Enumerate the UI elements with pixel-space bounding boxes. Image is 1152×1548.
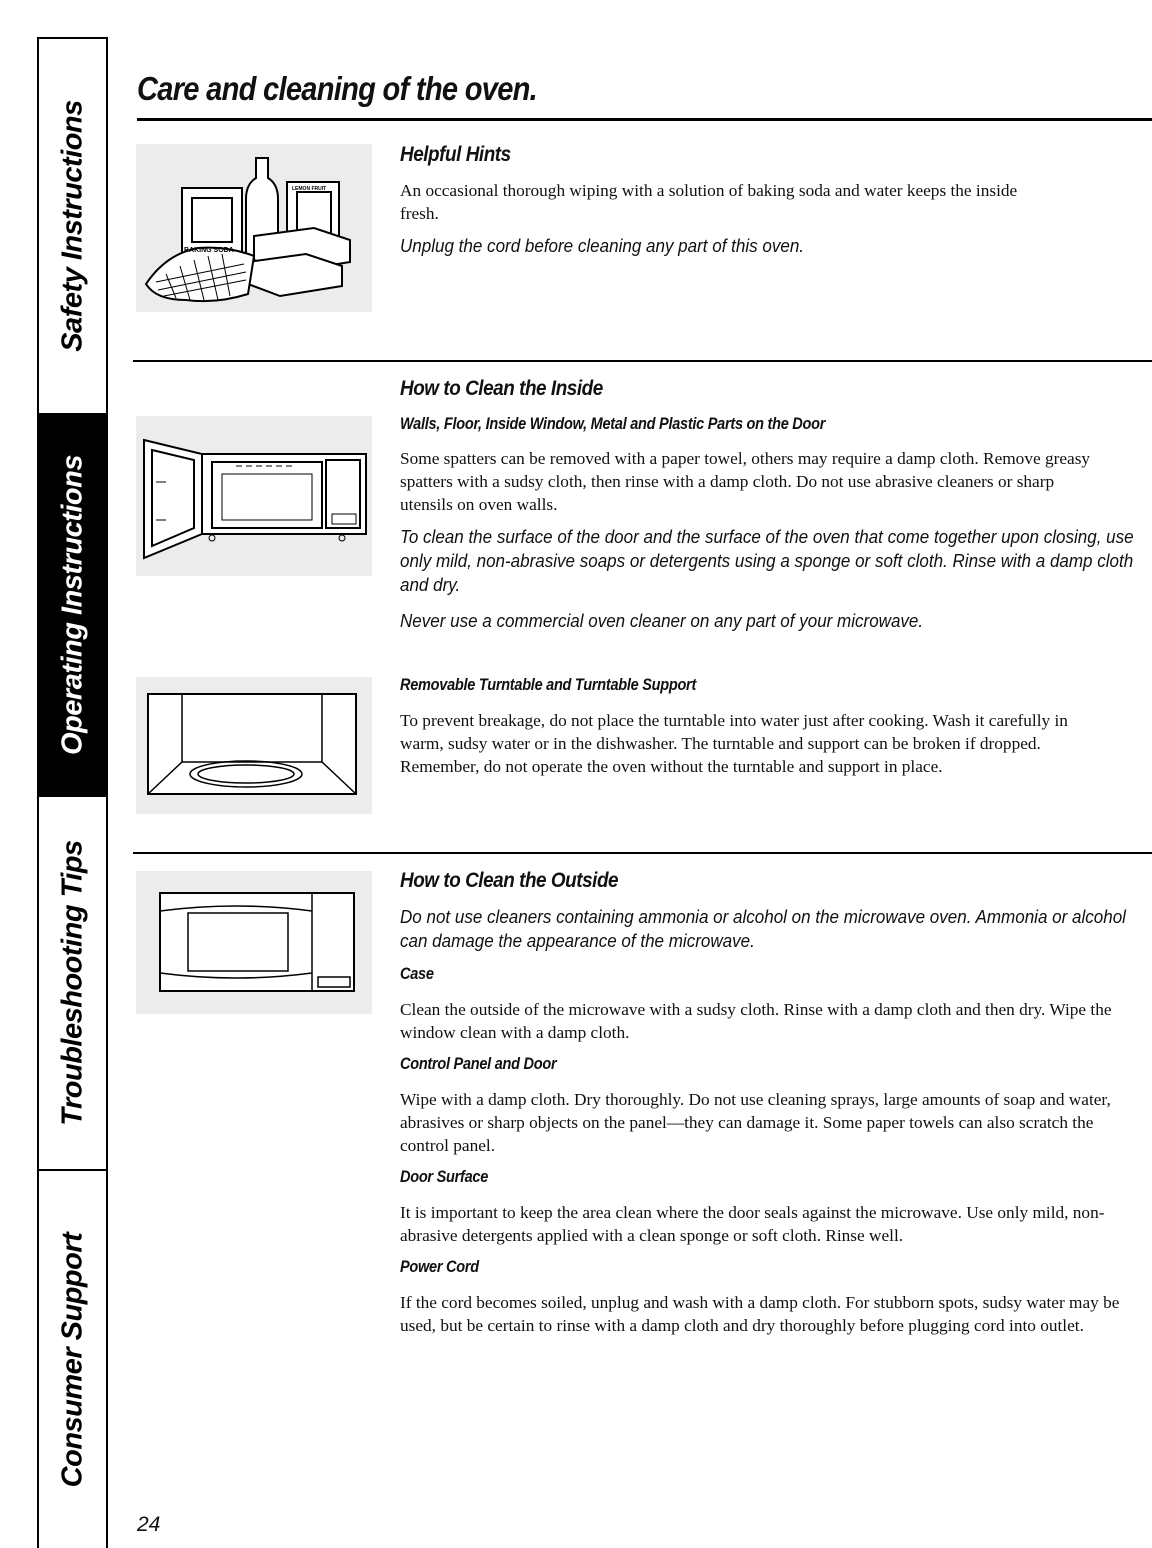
cleaning-supplies-illustration bbox=[136, 144, 372, 312]
walls-floor-subheading: Walls, Floor, Inside Window, Metal and Plastic Parts on the Door bbox=[400, 415, 826, 433]
unplug-cord-note: Unplug the cord before cleaning any part of this oven. bbox=[400, 235, 805, 256]
door-surface-body: It is important to keep the area clean where the door seals against the microwave. Use only mild, non-abrasive detergents applied with a clean sponge or soft cloth. Rinse well. bbox=[400, 1203, 1105, 1245]
helpful-hints-section bbox=[400, 143, 1152, 258]
tab-safety-instructions[interactable] bbox=[39, 37, 106, 413]
open-microwave-drawing bbox=[136, 416, 372, 576]
cleaning-supplies-drawing bbox=[136, 144, 372, 312]
oven-cleaner-warning: Never use a commercial oven cleaner on any part of your microwave. bbox=[400, 610, 924, 631]
clean-inside-section bbox=[400, 377, 1152, 633]
power-cord-body: If the cord becomes soiled, unplug and wash with a damp cloth. For stubborn spots, sudsy water may be used, but be certain to rinse with a damp cloth and dry thoroughly before plugging cord into outlet. bbox=[400, 1293, 1120, 1335]
clean-inside-heading: How to Clean the Inside bbox=[400, 377, 603, 400]
tab-label: Operating Instructions bbox=[56, 455, 88, 755]
tab-consumer-support[interactable] bbox=[39, 1169, 106, 1548]
turntable-body: To prevent breakage, do not place the turntable into water just after cooking. Wash it carefully in warm, sudsy water or in the dishwasher. The turntable and support can be broken if dropped. Remember, do not operate the oven without the turntable and support in place. bbox=[400, 711, 1068, 776]
tab-troubleshooting-tips[interactable] bbox=[39, 795, 106, 1169]
clean-outside-heading: How to Clean the Outside bbox=[400, 869, 619, 892]
ammonia-alcohol-warning: Do not use cleaners containing ammonia or alcohol on the microwave oven. Ammonia or alcohol can damage the appearance of the microwave. bbox=[400, 906, 1126, 951]
case-heading: Case bbox=[400, 965, 434, 983]
tab-label: Consumer Support bbox=[56, 1232, 88, 1487]
turntable-section bbox=[400, 676, 1152, 778]
closed-microwave-illustration bbox=[136, 871, 372, 1014]
tab-label: Troubleshooting Tips bbox=[56, 840, 88, 1126]
lemon-fruit-label: LEMON FRUIT bbox=[292, 186, 327, 192]
control-panel-body: Wipe with a damp cloth. Dry thoroughly. Do not use cleaning sprays, large amounts of soap and water, abrasives or sharp objects on the panel—they can damage it. Some paper towels can also scratch the control panel. bbox=[400, 1090, 1111, 1155]
power-cord-heading: Power Cord bbox=[400, 1258, 479, 1276]
helpful-hints-body: An occasional thorough wiping with a solution of baking soda and water keeps the inside fresh. bbox=[400, 181, 1018, 223]
open-microwave-illustration bbox=[136, 416, 372, 576]
turntable-illustration bbox=[136, 677, 372, 814]
turntable-drawing bbox=[136, 677, 372, 814]
tab-label: Safety Instructions bbox=[56, 100, 88, 352]
turntable-heading: Removable Turntable and Turntable Support bbox=[400, 676, 697, 694]
clean-inside-body: Some spatters can be removed with a paper towel, others may require a damp cloth. Remove greasy spatters with a sudsy cloth, then rinse with a damp cloth. Do not use abrasive cleaners or sharp utensils on oven walls. bbox=[400, 449, 1091, 514]
tab-operating-instructions[interactable] bbox=[39, 413, 106, 795]
page-title: Care and cleaning of the oven. bbox=[137, 70, 538, 107]
case-body: Clean the outside of the microwave with a sudsy cloth. Rinse with a damp cloth and then dry. Wipe the window clean with a damp cloth. bbox=[400, 1000, 1112, 1042]
page-number: 24 bbox=[137, 1513, 161, 1536]
section-tabs bbox=[37, 37, 108, 1548]
door-surface-note: To clean the surface of the door and the surface of the oven that come together upon closing, use only mild, non-abrasive soaps or detergents using a sponge or soft cloth. Rinse with a damp cloth and dry. bbox=[400, 526, 1134, 595]
door-surface-heading: Door Surface bbox=[400, 1168, 489, 1186]
closed-microwave-drawing bbox=[136, 871, 372, 1014]
title-rule bbox=[137, 118, 1152, 121]
baking-soda-label: BAKING SODA bbox=[184, 247, 234, 254]
clean-outside-section bbox=[400, 869, 1152, 1337]
section-divider bbox=[133, 852, 1152, 854]
control-panel-heading: Control Panel and Door bbox=[400, 1055, 557, 1073]
helpful-hints-heading: Helpful Hints bbox=[400, 143, 511, 166]
section-divider bbox=[133, 360, 1152, 362]
